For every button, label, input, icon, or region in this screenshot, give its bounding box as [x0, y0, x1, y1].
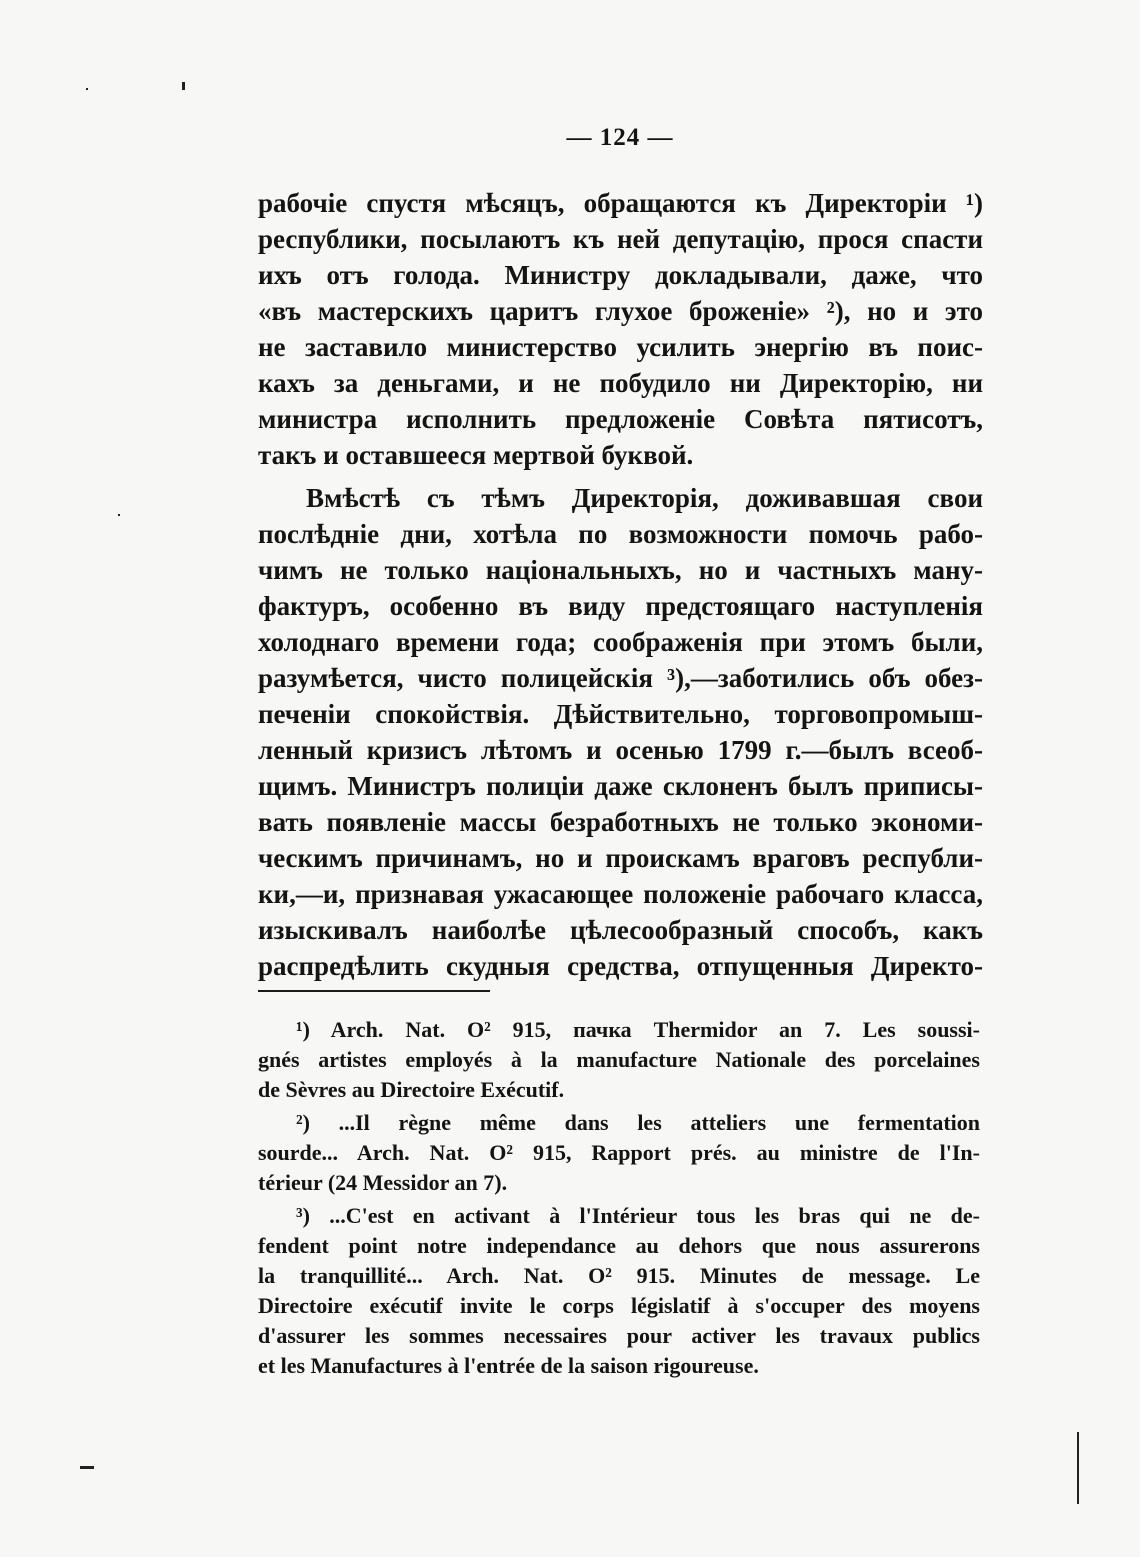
text-line: ческимъ причинамъ, но и проискамъ враговъ республи-: [258, 843, 983, 873]
page-number: — 124 —: [566, 124, 674, 151]
footnote-line: et les Manufactures à l'entrée de la saison rigoureuse.: [258, 1353, 759, 1378]
scan-speck: [118, 514, 120, 516]
footnote-line: gnés artistes employés à la manufacture Nationale des porcelaines: [258, 1047, 980, 1072]
text-line: республики, посылаютъ къ ней депутацію, прося спасти: [258, 224, 983, 254]
text-line: распредѣлить скудныя средства, отпущенныя Директо-: [258, 951, 983, 981]
text-line: печеніи спокойствія. Дѣйствительно, торговопромыш-: [258, 699, 983, 729]
footnote-line: la tranquillité... Arch. Nat. O² 915. Minutes de message. Le: [258, 1263, 980, 1288]
footnote-3: [258, 1201, 980, 1381]
text-line: рабочіе спустя мѣсяцъ, обращаются къ Директоріи ¹): [258, 188, 983, 218]
footnote-line: d'assurer les sommes necessaires pour activer les travaux publics: [258, 1323, 980, 1348]
scan-speck: [80, 1466, 94, 1469]
footnote-line: sourde... Arch. Nat. O² 915, Rapport prés. au ministre de l'In-: [258, 1140, 980, 1165]
text-line: ихъ отъ голода. Министру докладывали, даже, что: [258, 260, 983, 290]
footnote-line: ²) ...Il règne même dans les atteliers une fermentation: [296, 1110, 980, 1135]
text-line: фактуръ, особенно въ виду предстоящаго наступленія: [258, 591, 983, 621]
text-line: чимъ не только національныхъ, но и частныхъ ману-: [258, 555, 983, 585]
text-line: не заставило министерство усилить энергію въ поис-: [258, 332, 983, 362]
text-line: ки,—и, признавая ужасающее положеніе рабочаго класса,: [258, 879, 983, 909]
text-line: такъ и оставшееся мертвой буквой.: [258, 440, 694, 470]
footnote-line: Directoire exécutif invite le corps législatif à s'occuper des moyens: [258, 1293, 980, 1318]
text-line: кахъ за деньгами, и не побудило ни Директорію, ни: [258, 368, 983, 398]
footnote-line: ³) ...C'est en activant à l'Intérieur tous les bras qui ne de-: [296, 1203, 980, 1228]
scan-speck: [182, 82, 185, 90]
text-line: министра исполнить предложеніе Совѣта пятисотъ,: [258, 404, 983, 434]
text-line: холоднаго времени года; соображенія при этомъ были,: [258, 627, 983, 657]
footnote-divider: [258, 990, 490, 992]
footnote-line: ¹) Arch. Nat. O² 915, пачка Thermidor an 7. Les soussi-: [296, 1017, 980, 1042]
paragraph: [258, 480, 983, 984]
footnote-1: [258, 1015, 980, 1105]
scan-speck: [86, 88, 88, 90]
footnote-line: térieur (24 Messidor an 7).: [258, 1170, 508, 1195]
text-line: разумѣется, чисто полицейскія ³),—заботились объ обез-: [258, 663, 983, 693]
text-line: «въ мастерскихъ царитъ глухое броженіе» ²), но и это: [258, 296, 983, 326]
text-line: щимъ. Министръ полиціи даже склоненъ былъ приписы-: [258, 771, 983, 801]
footnote-line: de Sèvres au Directoire Exécutif.: [258, 1077, 565, 1102]
text-line: ленный кризисъ лѣтомъ и осенью 1799 г.—былъ всеоб-: [258, 735, 983, 765]
text-line: послѣдніе дни, хотѣла по возможности помочь рабо-: [258, 519, 983, 549]
footnote-2: [258, 1108, 980, 1198]
footnote-line: fendent point notre independance au dehors que nous assurerons: [258, 1233, 980, 1258]
main-text: [258, 185, 983, 984]
text-line: изыскивалъ наиболѣе цѣлесообразный способъ, какъ: [258, 915, 983, 945]
text-line: Вмѣстѣ съ тѣмъ Директорія, доживавшая свои: [306, 483, 983, 513]
footnotes: [258, 1015, 980, 1381]
scan-edge-line: [1077, 1432, 1079, 1504]
text-line: вать появленіе массы безработныхъ не только экономи-: [258, 807, 983, 837]
